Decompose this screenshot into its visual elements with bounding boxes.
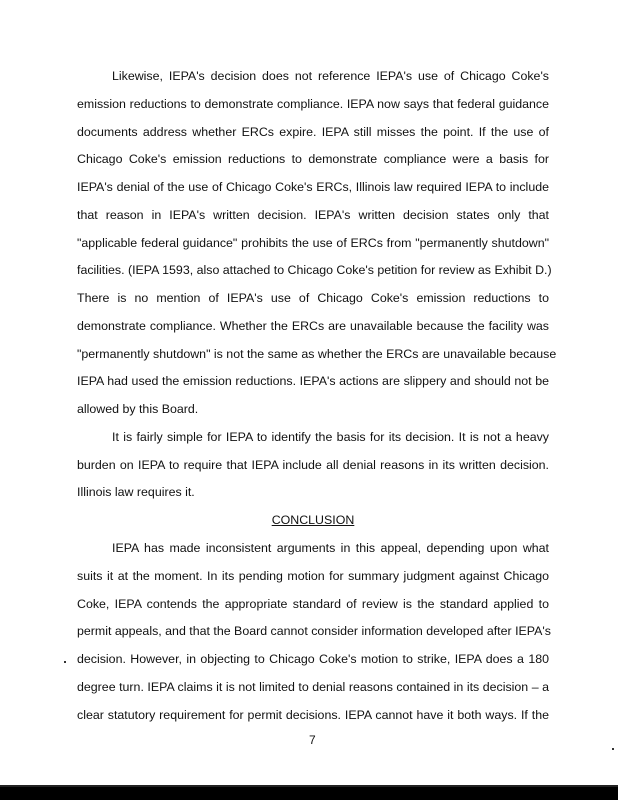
- scan-speck: [612, 748, 614, 750]
- text-line: Likewise, IEPA's decision does not reference IEPA's use of Chicago Coke's: [112, 69, 549, 83]
- scan-speck: [64, 661, 66, 663]
- text-line: "permanently shutdown" is not the same as whether the ERCs are unavailable because: [77, 346, 557, 361]
- text-line: Illinois law requires it.: [77, 485, 195, 500]
- page-number: 7: [309, 733, 316, 747]
- text-line: that reason in IEPA's written decision. IEPA's written decision states only that: [77, 207, 549, 222]
- text-line: Chicago Coke's emission reductions to demonstrate compliance were a basis for: [77, 152, 549, 167]
- document-body: [77, 63, 557, 729]
- text-line: degree turn. IEPA claims it is not limited to denial reasons contained in its decision – a: [77, 679, 549, 694]
- text-line: IEPA's denial of the use of Chicago Coke's ERCs, Illinois law required IEPA to include: [77, 180, 549, 195]
- text-line: Coke, IEPA contends the appropriate standard of review is the standard applied to: [77, 596, 549, 611]
- text-line: allowed by this Board.: [77, 402, 199, 417]
- text-line: IEPA had used the emission reductions. IEPA's actions are slippery and should not be: [77, 374, 549, 389]
- scan-bottom-border: [0, 787, 618, 800]
- text-line: emission reductions to demonstrate compliance. IEPA now says that federal guidance: [77, 96, 549, 111]
- text-line: suits it at the moment. In its pending motion for summary judgment against Chicago: [77, 568, 549, 583]
- text-line: decision. However, in objecting to Chicago Coke's motion to strike, IEPA does a 180: [77, 652, 549, 667]
- text-line: It is fairly simple for IEPA to identify the basis for its decision. It is not a heavy: [112, 429, 549, 444]
- text-line: documents address whether ERCs expire. IEPA still misses the point. If the use of: [77, 124, 549, 139]
- text-line: There is no mention of IEPA's use of Chicago Coke's emission reductions to: [77, 291, 549, 306]
- text-line: burden on IEPA to require that IEPA include all denial reasons in its written decision.: [77, 457, 549, 472]
- section-heading: CONCLUSION: [271, 513, 355, 528]
- text-line: "applicable federal guidance" prohibits the use of ERCs from "permanently shutdown": [77, 235, 549, 250]
- text-line: permit appeals, and that the Board cannot consider information developed after IEPA's: [77, 624, 551, 639]
- text-line: facilities. (IEPA 1593, also attached to Chicago Coke's petition for review as Exhibit D.): [77, 263, 552, 278]
- text-line: IEPA has made inconsistent arguments in this appeal, depending upon what: [112, 541, 549, 556]
- text-line: clear statutory requirement for permit decisions. IEPA cannot have it both ways. If the: [77, 707, 549, 722]
- text-line: demonstrate compliance. Whether the ERCs are unavailable because the facility was: [77, 318, 549, 333]
